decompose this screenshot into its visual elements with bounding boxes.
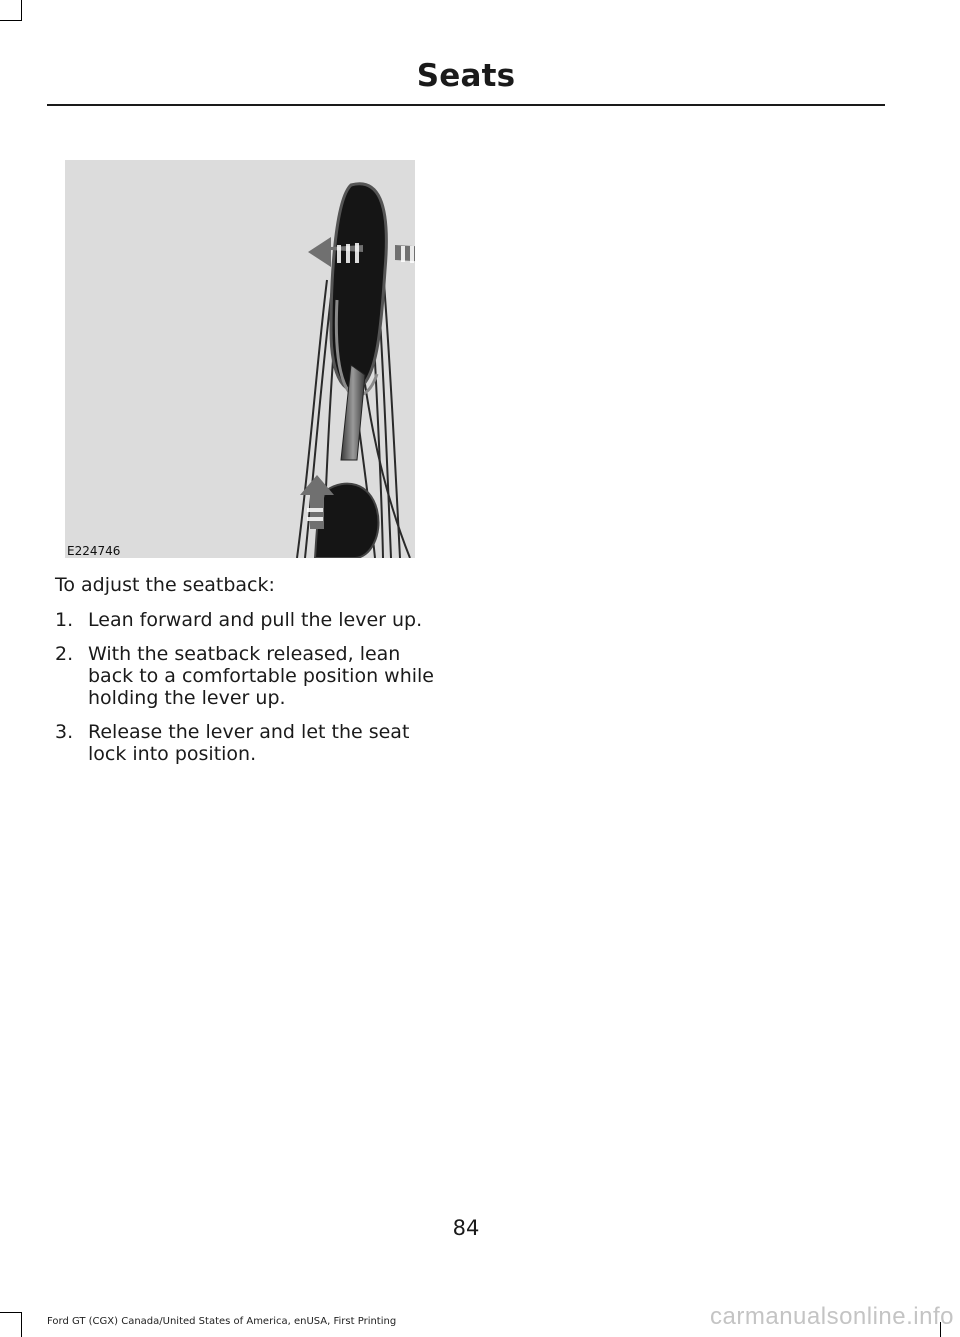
crop-mark (21, 0, 22, 20)
list-item (55, 721, 450, 765)
page-number: 84 (452, 1216, 480, 1240)
page-title: Seats (416, 58, 516, 94)
step-text: Release the lever and let the seat lock into position. (88, 721, 410, 765)
list-item (55, 609, 450, 631)
step-number: 3. (55, 721, 74, 743)
steps-list (55, 609, 450, 777)
list-item (55, 643, 450, 709)
crop-mark (21, 1312, 22, 1337)
crop-mark (0, 1312, 22, 1313)
crop-mark (0, 20, 22, 21)
seatback-illustration (65, 160, 415, 558)
instruction-intro: To adjust the seatback: (55, 574, 275, 596)
footer-text: Ford GT (CGX) Canada/United States of America, enUSA, First Printing (47, 1316, 397, 1327)
header-divider (47, 104, 885, 106)
step-number: 2. (55, 643, 74, 665)
step-text: With the seatback released, lean back to a comfortable position while holding the lever up. (88, 643, 434, 709)
watermark[interactable]: carmanualsonline.info (710, 1303, 954, 1330)
figure-code: E224746 (67, 544, 121, 558)
step-number: 1. (55, 609, 74, 631)
step-text: Lean forward and pull the lever up. (88, 609, 423, 631)
